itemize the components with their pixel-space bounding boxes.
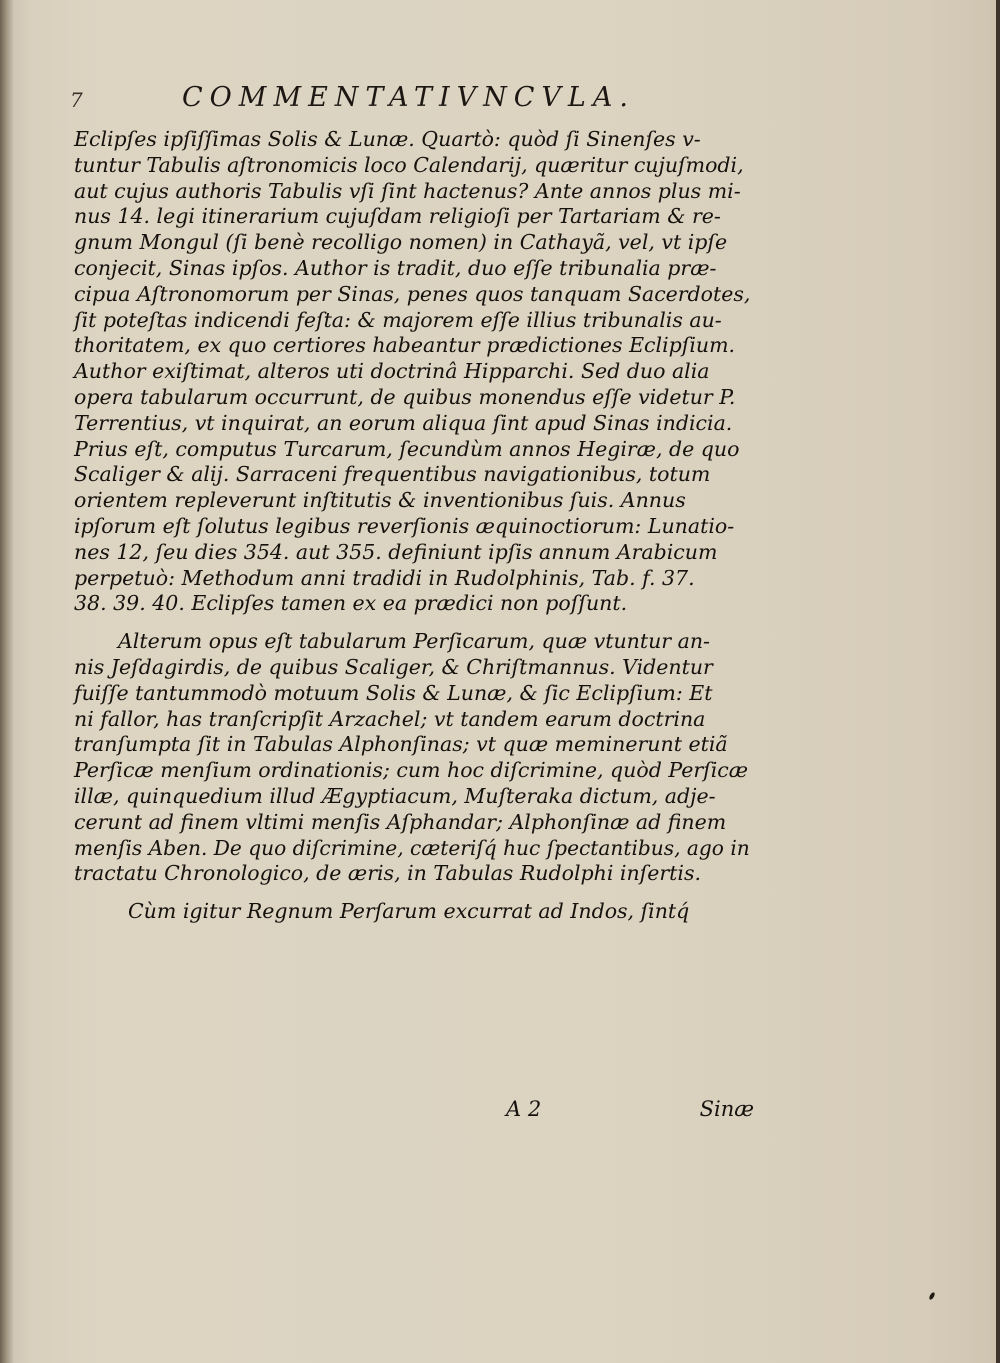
text-line: orientem repleverunt inſtitutis & inventionibus ſuis. Annus xyxy=(74,488,686,513)
text-line: fuiſſe tantummodò motuum Solis & Lunæ, & ſic Eclipſium: Et xyxy=(74,680,713,705)
paragraph-1 xyxy=(74,127,750,617)
page-number: 7 xyxy=(70,88,83,112)
text-line: perpetuò: Methodum anni tradidi in Rudolphinis, Tab. f. 37. xyxy=(74,565,695,590)
text-line: Prius eſt, computus Turcarum, ſecundùm annos Hegiræ, de quo xyxy=(74,436,740,461)
page-footer xyxy=(74,1097,754,1127)
text-line: opera tabularum occurrunt, de quibus monendus eſſe videtur P. xyxy=(74,384,736,409)
text-line: Cùm igitur Regnum Perſarum excurrat ad Indos, ſintq́ xyxy=(128,899,690,924)
page-header xyxy=(70,80,770,120)
text-line: Terrentius, vt inquirat, an eorum aliqua ſint apud Sinas indicia. xyxy=(74,410,733,435)
text-line: tractatu Chronologico, de æris, in Tabulas Rudolphi inſertis. xyxy=(74,861,702,886)
running-title: COMMENTATIVNCVLA. xyxy=(182,82,635,113)
text-line: cipua Aſtronomorum per Sinas, penes quos tanquam Sacerdotes, xyxy=(74,281,751,306)
text-line: thoritatem, ex quo certiores habeantur prædictiones Eclipſium. xyxy=(74,333,736,358)
body-text xyxy=(74,127,750,925)
paragraph-spacer xyxy=(74,617,750,629)
text-line: ni fallor, has tranſcripſit Arzachel; vt tandem earum doctrina xyxy=(74,706,706,731)
text-line: cerunt ad finem vltimi menſis Aſphandar; Alphonſinæ ad finem xyxy=(74,809,727,834)
text-line: ipſorum eſt ſolutus legibus reverſionis æquinoctiorum: Lunatio- xyxy=(74,513,735,538)
paragraph-2 xyxy=(74,629,750,887)
text-line: tranſumpta ſit in Tabulas Alphonſinas; vt quæ meminerunt etiã xyxy=(74,732,728,757)
text-line: Eclipſes ipſiſſimas Solis & Lunæ. Quartò: quòd ſi Sinenſes v- xyxy=(74,127,701,151)
catchword: Sinæ xyxy=(699,1097,754,1121)
text-line: aut cujus authoris Tabulis vſi ſint hactenus? Ante annos plus mi- xyxy=(74,178,741,203)
text-line: illæ, quinquedium illud Ægyptiacum, Muſteraka dictum, adje- xyxy=(74,783,716,808)
binding-gutter-shadow xyxy=(0,0,14,1363)
ink-speck xyxy=(928,1292,935,1301)
text-line: nes 12, ſeu dies 354. aut 355. definiunt ipſis annum Arabicum xyxy=(74,539,718,564)
text-line: ſit poteſtas indicendi feſta: & majorem eſſe illius tribunalis au- xyxy=(74,307,722,332)
text-line: conjecit, Sinas ipſos. Author is tradit, duo eſſe tribunalia præ- xyxy=(74,255,717,280)
paragraph-spacer xyxy=(74,887,750,899)
text-line: 38. 39. 40. Eclipſes tamen ex ea prædici non poſſunt. xyxy=(74,591,628,616)
text-line: Scaliger & alij. Sarraceni frequentibus navigationibus, totum xyxy=(74,462,711,487)
paragraph-3 xyxy=(74,899,750,925)
text-line: gnum Mongul (ſi benè recolligo nomen) in Cathayã, vel, vt ipſe xyxy=(74,230,728,255)
text-line: nis Jeſdagirdis, de quibus Scaliger, & Chriſtmannus. Videntur xyxy=(74,654,713,679)
text-line: menſis Aben. De quo diſcrimine, cæteriſq́ huc ſpectantibus, ago in xyxy=(74,835,750,860)
text-line: Author exiſtimat, alteros uti doctrinâ Hipparchi. Sed duo alia xyxy=(74,359,710,384)
text-line: tuntur Tabulis aſtronomicis loco Calendarij, quæritur cujuſmodi, xyxy=(74,152,744,177)
signature-mark: A 2 xyxy=(506,1097,542,1121)
text-line: Alterum opus eſt tabularum Perſicarum, quæ vtuntur an- xyxy=(118,629,710,654)
text-line: nus 14. legi itinerarium cujuſdam religioſi per Tartariam & re- xyxy=(74,204,721,229)
text-line: Perſicæ menſium ordinationis; cum hoc diſcrimine, quòd Perſicæ xyxy=(74,758,749,783)
page-edge xyxy=(996,0,1000,1363)
